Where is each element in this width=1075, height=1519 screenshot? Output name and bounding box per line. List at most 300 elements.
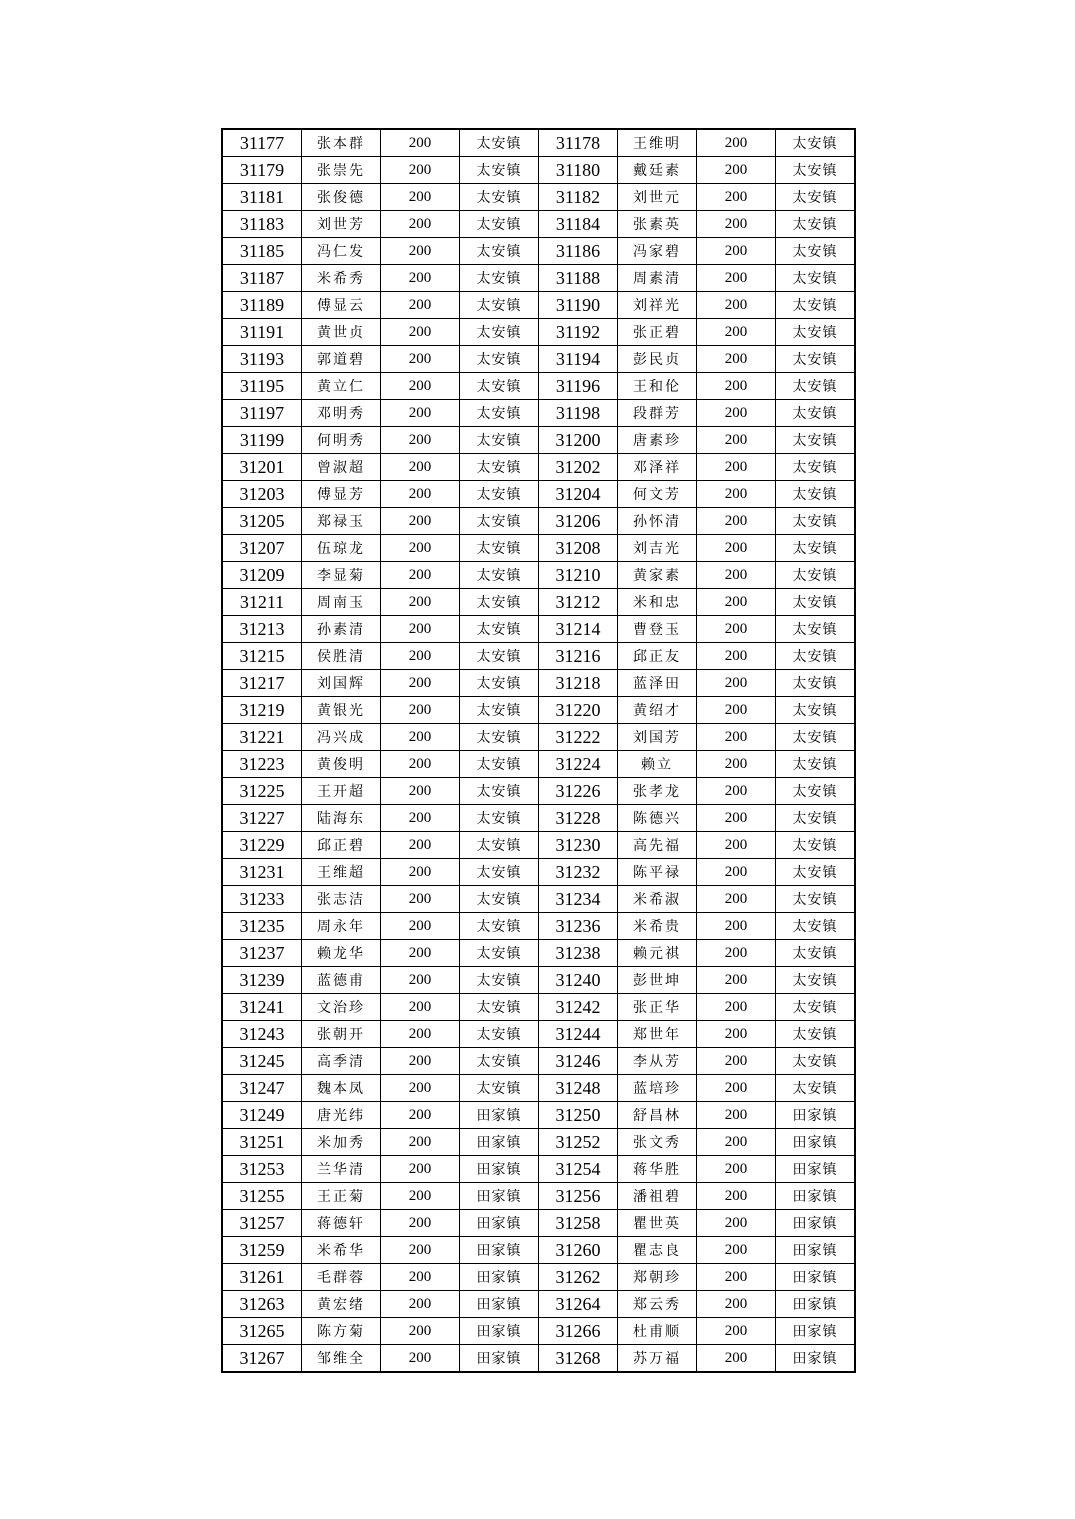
right-record-number: 31202 [539,454,618,481]
right-recipient-name: 孙怀清 [618,508,697,535]
left-recipient-name: 曾淑超 [302,454,381,481]
right-town-name: 太安镇 [776,292,856,319]
left-town-name: 太安镇 [460,481,539,508]
table-row [222,697,855,724]
left-record-number: 31217 [222,670,302,697]
left-record-number: 31181 [222,184,302,211]
right-town-name: 太安镇 [776,616,856,643]
left-amount-value: 200 [381,994,460,1021]
right-town-name: 田家镇 [776,1102,856,1129]
right-record-number: 31256 [539,1183,618,1210]
table-row [222,913,855,940]
left-town-name: 太安镇 [460,751,539,778]
left-recipient-name: 米希秀 [302,265,381,292]
left-recipient-name: 孙素清 [302,616,381,643]
left-amount-value: 200 [381,508,460,535]
left-town-name: 太安镇 [460,940,539,967]
right-town-name: 太安镇 [776,697,856,724]
left-record-number: 31227 [222,805,302,832]
right-town-name: 太安镇 [776,157,856,184]
left-recipient-name: 周南玉 [302,589,381,616]
left-town-name: 太安镇 [460,589,539,616]
left-record-number: 31179 [222,157,302,184]
table-row [222,211,855,238]
left-amount-value: 200 [381,913,460,940]
left-record-number: 31267 [222,1345,302,1373]
table-row [222,400,855,427]
right-recipient-name: 何文芳 [618,481,697,508]
right-record-number: 31250 [539,1102,618,1129]
right-record-number: 31244 [539,1021,618,1048]
left-record-number: 31263 [222,1291,302,1318]
left-recipient-name: 蒋德轩 [302,1210,381,1237]
left-recipient-name: 王开超 [302,778,381,805]
left-recipient-name: 黄立仁 [302,373,381,400]
left-town-name: 田家镇 [460,1318,539,1345]
left-town-name: 太安镇 [460,562,539,589]
right-town-name: 太安镇 [776,481,856,508]
left-town-name: 田家镇 [460,1210,539,1237]
right-recipient-name: 黄家素 [618,562,697,589]
left-town-name: 太安镇 [460,967,539,994]
left-recipient-name: 周永年 [302,913,381,940]
left-amount-value: 200 [381,211,460,238]
left-town-name: 太安镇 [460,211,539,238]
left-town-name: 太安镇 [460,427,539,454]
right-town-name: 太安镇 [776,508,856,535]
right-town-name: 太安镇 [776,913,856,940]
right-amount-value: 200 [697,589,776,616]
left-record-number: 31207 [222,535,302,562]
left-amount-value: 200 [381,832,460,859]
right-amount-value: 200 [697,184,776,211]
right-record-number: 31192 [539,319,618,346]
table-row [222,184,855,211]
left-amount-value: 200 [381,427,460,454]
right-town-name: 太安镇 [776,859,856,886]
right-town-name: 太安镇 [776,994,856,1021]
table-row [222,427,855,454]
left-recipient-name: 邓明秀 [302,400,381,427]
left-recipient-name: 王正菊 [302,1183,381,1210]
table-row [222,778,855,805]
right-amount-value: 200 [697,832,776,859]
left-record-number: 31209 [222,562,302,589]
left-record-number: 31197 [222,400,302,427]
right-amount-value: 200 [697,778,776,805]
table-row [222,1075,855,1102]
table-row [222,1156,855,1183]
left-amount-value: 200 [381,697,460,724]
right-town-name: 太安镇 [776,832,856,859]
table-row [222,616,855,643]
right-town-name: 太安镇 [776,724,856,751]
right-amount-value: 200 [697,940,776,967]
left-amount-value: 200 [381,859,460,886]
left-recipient-name: 唐光纬 [302,1102,381,1129]
left-amount-value: 200 [381,1210,460,1237]
right-town-name: 田家镇 [776,1318,856,1345]
left-record-number: 31239 [222,967,302,994]
right-town-name: 太安镇 [776,940,856,967]
table-row [222,589,855,616]
left-town-name: 田家镇 [460,1237,539,1264]
left-recipient-name: 张本群 [302,129,381,157]
left-amount-value: 200 [381,184,460,211]
right-amount-value: 200 [697,724,776,751]
right-amount-value: 200 [697,373,776,400]
right-amount-value: 200 [697,481,776,508]
left-record-number: 31247 [222,1075,302,1102]
left-record-number: 31187 [222,265,302,292]
right-town-name: 田家镇 [776,1183,856,1210]
left-recipient-name: 黄宏绪 [302,1291,381,1318]
left-town-name: 田家镇 [460,1345,539,1373]
right-amount-value: 200 [697,562,776,589]
right-town-name: 太安镇 [776,1021,856,1048]
left-recipient-name: 王维超 [302,859,381,886]
right-recipient-name: 舒昌林 [618,1102,697,1129]
table-row [222,292,855,319]
left-recipient-name: 刘国辉 [302,670,381,697]
right-recipient-name: 苏万福 [618,1345,697,1373]
left-record-number: 31261 [222,1264,302,1291]
right-town-name: 田家镇 [776,1345,856,1373]
right-town-name: 太安镇 [776,535,856,562]
left-record-number: 31233 [222,886,302,913]
left-town-name: 田家镇 [460,1291,539,1318]
left-amount-value: 200 [381,157,460,184]
right-amount-value: 200 [697,1237,776,1264]
table-row [222,967,855,994]
right-recipient-name: 王和伦 [618,373,697,400]
right-record-number: 31208 [539,535,618,562]
right-record-number: 31248 [539,1075,618,1102]
right-recipient-name: 冯家碧 [618,238,697,265]
left-record-number: 31245 [222,1048,302,1075]
table-body [222,129,855,1372]
left-amount-value: 200 [381,1345,460,1373]
right-record-number: 31182 [539,184,618,211]
right-record-number: 31222 [539,724,618,751]
left-recipient-name: 蓝德甫 [302,967,381,994]
right-town-name: 太安镇 [776,184,856,211]
right-amount-value: 200 [697,670,776,697]
left-town-name: 太安镇 [460,643,539,670]
right-town-name: 太安镇 [776,751,856,778]
right-recipient-name: 张孝龙 [618,778,697,805]
right-record-number: 31234 [539,886,618,913]
right-town-name: 太安镇 [776,319,856,346]
right-amount-value: 200 [697,129,776,157]
left-town-name: 田家镇 [460,1156,539,1183]
left-town-name: 太安镇 [460,1048,539,1075]
right-recipient-name: 刘世元 [618,184,697,211]
left-amount-value: 200 [381,1237,460,1264]
right-recipient-name: 瞿志良 [618,1237,697,1264]
left-amount-value: 200 [381,1075,460,1102]
table-row [222,238,855,265]
left-recipient-name: 毛群蓉 [302,1264,381,1291]
right-town-name: 太安镇 [776,129,856,157]
right-recipient-name: 米希淑 [618,886,697,913]
right-town-name: 太安镇 [776,211,856,238]
left-record-number: 31191 [222,319,302,346]
left-amount-value: 200 [381,129,460,157]
table-row [222,994,855,1021]
right-record-number: 31268 [539,1345,618,1373]
right-record-number: 31180 [539,157,618,184]
right-record-number: 31196 [539,373,618,400]
right-town-name: 太安镇 [776,643,856,670]
table-row [222,129,855,157]
left-recipient-name: 张志洁 [302,886,381,913]
left-amount-value: 200 [381,1129,460,1156]
right-recipient-name: 郑云秀 [618,1291,697,1318]
left-town-name: 太安镇 [460,1075,539,1102]
left-record-number: 31243 [222,1021,302,1048]
left-town-name: 太安镇 [460,832,539,859]
left-record-number: 31193 [222,346,302,373]
right-recipient-name: 彭世坤 [618,967,697,994]
table-row [222,805,855,832]
left-recipient-name: 张俊德 [302,184,381,211]
left-town-name: 太安镇 [460,400,539,427]
left-record-number: 31205 [222,508,302,535]
left-amount-value: 200 [381,265,460,292]
left-record-number: 31255 [222,1183,302,1210]
left-amount-value: 200 [381,643,460,670]
right-amount-value: 200 [697,994,776,1021]
right-amount-value: 200 [697,913,776,940]
left-recipient-name: 冯兴成 [302,724,381,751]
table-row [222,724,855,751]
left-amount-value: 200 [381,1183,460,1210]
right-record-number: 31266 [539,1318,618,1345]
left-town-name: 太安镇 [460,508,539,535]
left-amount-value: 200 [381,1048,460,1075]
left-recipient-name: 黄银光 [302,697,381,724]
right-town-name: 田家镇 [776,1264,856,1291]
left-amount-value: 200 [381,292,460,319]
right-town-name: 太安镇 [776,778,856,805]
left-amount-value: 200 [381,454,460,481]
right-record-number: 31238 [539,940,618,967]
right-record-number: 31206 [539,508,618,535]
left-amount-value: 200 [381,940,460,967]
left-record-number: 31195 [222,373,302,400]
left-amount-value: 200 [381,1264,460,1291]
right-record-number: 31262 [539,1264,618,1291]
right-record-number: 31204 [539,481,618,508]
right-recipient-name: 张素英 [618,211,697,238]
left-town-name: 太安镇 [460,859,539,886]
table-row [222,1210,855,1237]
right-amount-value: 200 [697,238,776,265]
left-record-number: 31199 [222,427,302,454]
left-recipient-name: 傅显云 [302,292,381,319]
table-row [222,1318,855,1345]
right-recipient-name: 蓝培珍 [618,1075,697,1102]
left-recipient-name: 赖龙华 [302,940,381,967]
right-town-name: 太安镇 [776,1048,856,1075]
left-recipient-name: 傅显芳 [302,481,381,508]
left-amount-value: 200 [381,805,460,832]
right-town-name: 太安镇 [776,1075,856,1102]
right-town-name: 太安镇 [776,454,856,481]
left-record-number: 31219 [222,697,302,724]
right-record-number: 31242 [539,994,618,1021]
table-row [222,670,855,697]
right-amount-value: 200 [697,211,776,238]
left-amount-value: 200 [381,535,460,562]
table-row [222,481,855,508]
right-record-number: 31264 [539,1291,618,1318]
right-amount-value: 200 [697,859,776,886]
right-recipient-name: 张正碧 [618,319,697,346]
right-recipient-name: 陈平禄 [618,859,697,886]
table-row [222,373,855,400]
right-amount-value: 200 [697,805,776,832]
right-record-number: 31184 [539,211,618,238]
left-record-number: 31201 [222,454,302,481]
right-record-number: 31198 [539,400,618,427]
table-row [222,157,855,184]
left-amount-value: 200 [381,724,460,751]
right-record-number: 31232 [539,859,618,886]
right-amount-value: 200 [697,1102,776,1129]
left-amount-value: 200 [381,238,460,265]
left-recipient-name: 邹维全 [302,1345,381,1373]
right-record-number: 31226 [539,778,618,805]
left-recipient-name: 张崇先 [302,157,381,184]
left-record-number: 31237 [222,940,302,967]
right-record-number: 31220 [539,697,618,724]
left-amount-value: 200 [381,778,460,805]
left-record-number: 31185 [222,238,302,265]
right-recipient-name: 唐素珍 [618,427,697,454]
left-record-number: 31211 [222,589,302,616]
right-amount-value: 200 [697,886,776,913]
left-recipient-name: 伍琼龙 [302,535,381,562]
right-recipient-name: 彭民贞 [618,346,697,373]
right-town-name: 太安镇 [776,427,856,454]
left-town-name: 田家镇 [460,1102,539,1129]
right-recipient-name: 潘祖碧 [618,1183,697,1210]
right-record-number: 31218 [539,670,618,697]
left-recipient-name: 陆海东 [302,805,381,832]
left-amount-value: 200 [381,751,460,778]
left-record-number: 31225 [222,778,302,805]
right-record-number: 31194 [539,346,618,373]
right-amount-value: 200 [697,1318,776,1345]
right-recipient-name: 郑朝珍 [618,1264,697,1291]
left-recipient-name: 黄俊明 [302,751,381,778]
left-record-number: 31229 [222,832,302,859]
left-town-name: 太安镇 [460,535,539,562]
left-amount-value: 200 [381,562,460,589]
left-record-number: 31183 [222,211,302,238]
right-amount-value: 200 [697,1129,776,1156]
right-record-number: 31210 [539,562,618,589]
right-town-name: 太安镇 [776,265,856,292]
left-amount-value: 200 [381,1156,460,1183]
right-record-number: 31260 [539,1237,618,1264]
right-recipient-name: 米和忠 [618,589,697,616]
right-record-number: 31200 [539,427,618,454]
left-recipient-name: 魏本凤 [302,1075,381,1102]
right-town-name: 太安镇 [776,805,856,832]
left-town-name: 太安镇 [460,157,539,184]
left-town-name: 太安镇 [460,238,539,265]
right-recipient-name: 邓泽祥 [618,454,697,481]
left-record-number: 31221 [222,724,302,751]
table-row [222,508,855,535]
right-record-number: 31214 [539,616,618,643]
right-record-number: 31230 [539,832,618,859]
right-recipient-name: 戴廷素 [618,157,697,184]
right-amount-value: 200 [697,292,776,319]
table-row [222,1345,855,1373]
right-town-name: 太安镇 [776,400,856,427]
left-recipient-name: 邱正碧 [302,832,381,859]
left-recipient-name: 侯胜清 [302,643,381,670]
table-row [222,346,855,373]
right-record-number: 31240 [539,967,618,994]
left-record-number: 31231 [222,859,302,886]
right-record-number: 31236 [539,913,618,940]
left-amount-value: 200 [381,373,460,400]
right-town-name: 田家镇 [776,1129,856,1156]
left-record-number: 31259 [222,1237,302,1264]
left-record-number: 31203 [222,481,302,508]
right-recipient-name: 杜甫顺 [618,1318,697,1345]
left-town-name: 太安镇 [460,129,539,157]
table-row [222,1237,855,1264]
left-record-number: 31241 [222,994,302,1021]
left-amount-value: 200 [381,670,460,697]
right-recipient-name: 邱正友 [618,643,697,670]
left-record-number: 31215 [222,643,302,670]
right-record-number: 31178 [539,129,618,157]
left-town-name: 太安镇 [460,778,539,805]
right-town-name: 太安镇 [776,670,856,697]
right-record-number: 31246 [539,1048,618,1075]
right-recipient-name: 蒋华胜 [618,1156,697,1183]
left-recipient-name: 兰华清 [302,1156,381,1183]
right-recipient-name: 赖元祺 [618,940,697,967]
left-recipient-name: 高季清 [302,1048,381,1075]
right-record-number: 31216 [539,643,618,670]
table-row [222,1129,855,1156]
table-row [222,319,855,346]
right-amount-value: 200 [697,265,776,292]
left-record-number: 31253 [222,1156,302,1183]
left-recipient-name: 米加秀 [302,1129,381,1156]
table-row [222,1264,855,1291]
right-amount-value: 200 [697,1075,776,1102]
right-amount-value: 200 [697,1264,776,1291]
right-recipient-name: 赖立 [618,751,697,778]
left-town-name: 太安镇 [460,724,539,751]
right-amount-value: 200 [697,157,776,184]
table-row [222,1102,855,1129]
left-record-number: 31265 [222,1318,302,1345]
right-amount-value: 200 [697,535,776,562]
right-record-number: 31252 [539,1129,618,1156]
left-recipient-name: 郑禄玉 [302,508,381,535]
right-recipient-name: 王维明 [618,129,697,157]
